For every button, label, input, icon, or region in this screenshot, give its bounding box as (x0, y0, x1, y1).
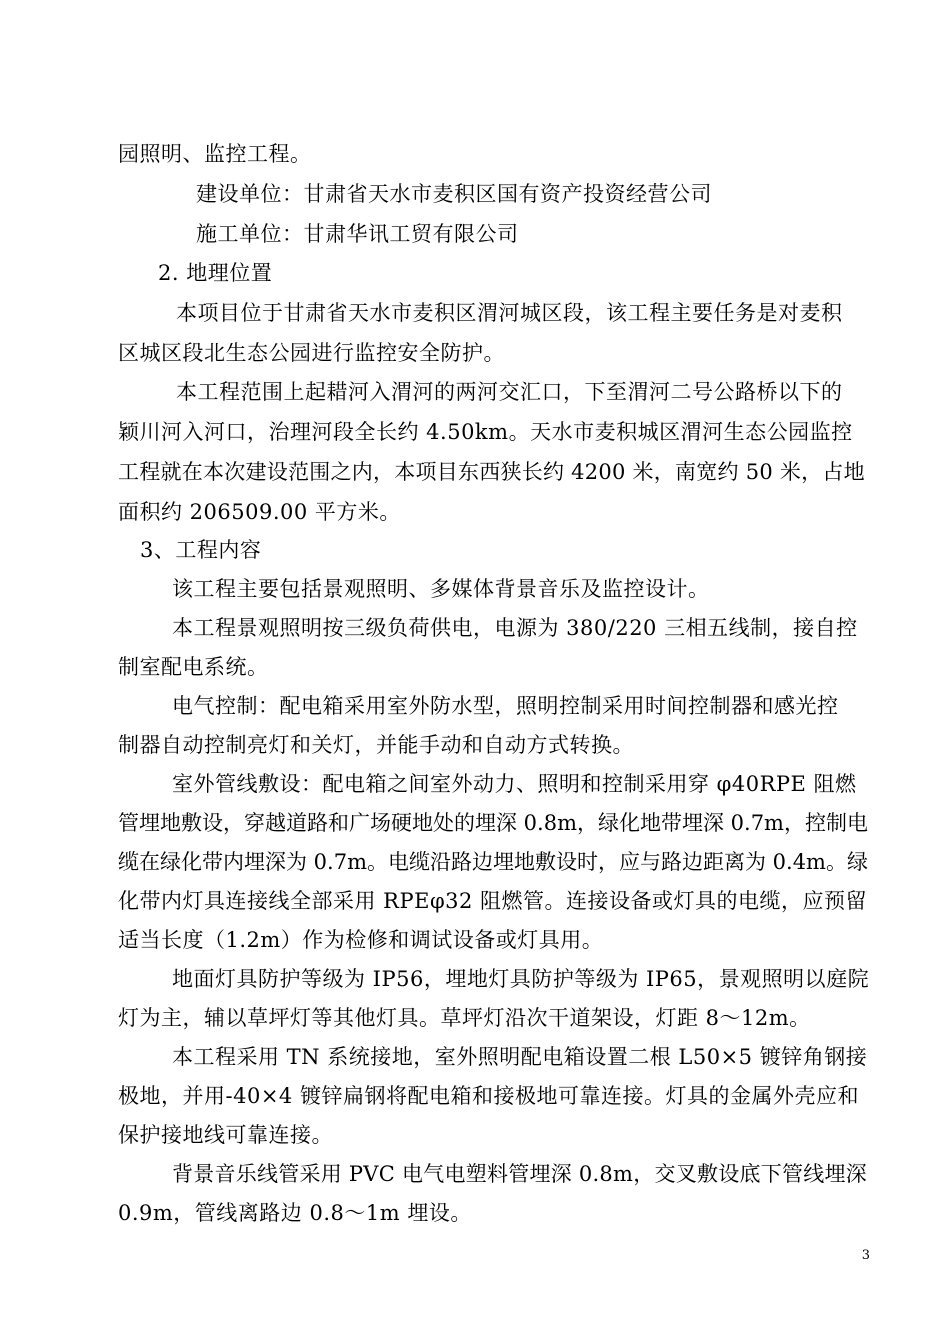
text-line: 园照明、监控工程。 (118, 142, 312, 166)
text-line: 颖川河入河口，治理河段全长约 4.50km。天水市麦积城区渭河生态公园监控 (118, 420, 853, 444)
text-line: 制器自动控制亮灯和关灯，并能手动和自动方式转换。 (118, 733, 634, 757)
text-line: 本工程景观照明按三级负荷供电，电源为 380/220 三相五线制，接自控 (172, 616, 858, 640)
text-line: 缆在绿化带内埋深为 0.7m。电缆沿路边埋地敷设时，应与路边距离为 0.4m。绿 (118, 850, 868, 874)
text-line: 面积约 206509.00 平方米。 (118, 500, 401, 524)
text-line: 工程就在本次建设范围之内，本项目东西狭长约 4200 米，南宽约 50 米，占地 (118, 460, 865, 484)
section-heading: 3、工程内容 (140, 538, 262, 562)
text-line: 区城区段北生态公园进行监控安全防护。 (118, 341, 505, 365)
text-line: 本工程采用 TN 系统接地，室外照明配电箱设置二根 L50×5 镀锌角钢接 (172, 1045, 868, 1069)
text-line: 地面灯具防护等级为 IP56，埋地灯具防护等级为 IP65，景观照明以庭院 (172, 967, 870, 991)
section-heading: 2. 地理位置 (158, 261, 273, 285)
text-line: 适当长度（1.2m）作为检修和调试设备或灯具用。 (118, 928, 604, 952)
text-line: 电气控制：配电箱采用室外防水型，照明控制采用时间控制器和感光控 (172, 694, 839, 718)
text-line: 背景音乐线管采用 PVC 电气电塑料管埋深 0.8m，交叉敷设底下管线埋深 (172, 1162, 867, 1186)
text-line: 灯为主，辅以草坪灯等其他灯具。草坪灯沿次干道架设，灯距 8～12m。 (118, 1006, 811, 1030)
text-line: 极地，并用-40×4 镀锌扁钢将配电箱和接极地可靠连接。灯具的金属外壳应和 (118, 1084, 859, 1108)
text-line: 保护接地线可靠连接。 (118, 1123, 333, 1147)
construction-unit-line: 建设单位：甘肃省天水市麦积区国有资产投资经营公司 (196, 182, 712, 206)
page-number: 3 (861, 1248, 870, 1263)
text-line: 该工程主要包括景观照明、多媒体背景音乐及监控设计。 (172, 577, 710, 601)
text-line: 管埋地敷设，穿越道路和广场硬地处的埋深 0.8m，绿化地带埋深 0.7m，控制电 (118, 811, 868, 835)
text-line: 本项目位于甘肃省天水市麦积区渭河城区段，该工程主要任务是对麦积 (176, 301, 843, 325)
text-line: 化带内灯具连接线全部采用 RPEφ32 阻燃管。连接设备或灯具的电缆，应预留 (118, 889, 868, 913)
contractor-unit-line: 施工单位：甘肃华讯工贸有限公司 (196, 222, 519, 246)
text-line: 本工程范围上起耤河入渭河的两河交汇口，下至渭河二号公路桥以下的 (176, 380, 843, 404)
text-line: 0.9m，管线离路边 0.8～1m 埋设。 (118, 1201, 472, 1225)
text-line: 制室配电系统。 (118, 655, 269, 679)
text-line: 室外管线敷设：配电箱之间室外动力、照明和控制采用穿 φ40RPE 阻燃 (172, 772, 857, 796)
